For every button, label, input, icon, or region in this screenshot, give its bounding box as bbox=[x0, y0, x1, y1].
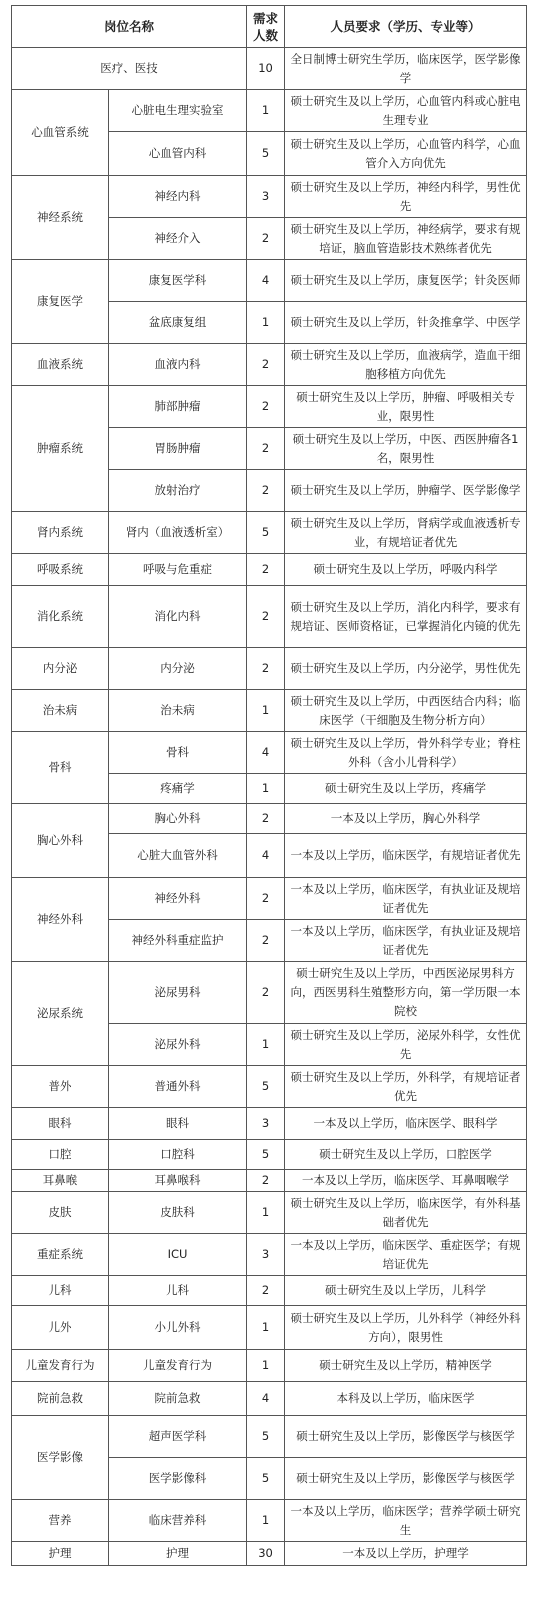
count-cell: 10 bbox=[247, 48, 285, 90]
count-cell: 2 bbox=[247, 428, 285, 470]
table-row bbox=[12, 554, 527, 586]
count-cell: 2 bbox=[247, 1276, 285, 1306]
requirement-cell: 一本及以上学历，临床医学，有执业证及规培证者优先 bbox=[285, 920, 527, 962]
requirement-cell: 硕士研究生及以上学历，中西医泌尿男科方向，西医男科生殖整形方向，第一学历限一本院校 bbox=[285, 962, 527, 1024]
count-cell: 2 bbox=[247, 470, 285, 512]
dept-cell: 血液内科 bbox=[109, 344, 247, 386]
dept-cell: 胃肠肿瘤 bbox=[109, 428, 247, 470]
requirement-cell: 硕士研究生及以上学历，泌尿外科学，女性优先 bbox=[285, 1024, 527, 1066]
group-cell: 营养 bbox=[12, 1500, 109, 1542]
table-header bbox=[12, 6, 527, 48]
dept-cell: 呼吸与危重症 bbox=[109, 554, 247, 586]
dept-cell: 疼痛学 bbox=[109, 774, 247, 804]
count-cell: 2 bbox=[247, 1170, 285, 1192]
table-row bbox=[12, 1416, 527, 1458]
requirement-cell: 硕士研究生及以上学历，骨外科学专业；脊柱外科（含小儿骨科学） bbox=[285, 732, 527, 774]
group-cell: 胸心外科 bbox=[12, 804, 109, 878]
table-row bbox=[12, 690, 527, 732]
group-cell: 肾内系统 bbox=[12, 512, 109, 554]
count-cell: 5 bbox=[247, 1458, 285, 1500]
count-cell: 1 bbox=[247, 1500, 285, 1542]
dept-cell: 内分泌 bbox=[109, 648, 247, 690]
count-cell: 2 bbox=[247, 962, 285, 1024]
requirement-cell: 硕士研究生及以上学历，内分泌学，男性优先 bbox=[285, 648, 527, 690]
dept-cell: ICU bbox=[109, 1234, 247, 1276]
group-cell: 呼吸系统 bbox=[12, 554, 109, 586]
count-cell: 1 bbox=[247, 1350, 285, 1382]
count-cell: 2 bbox=[247, 344, 285, 386]
count-cell: 1 bbox=[247, 774, 285, 804]
table-row bbox=[12, 1066, 527, 1108]
group-cell: 治未病 bbox=[12, 690, 109, 732]
requirement-cell: 硕士研究生及以上学历，神经内科学，男性优先 bbox=[285, 176, 527, 218]
table-row bbox=[12, 586, 527, 648]
table-row bbox=[12, 1306, 527, 1350]
table-row bbox=[12, 90, 527, 132]
table-row bbox=[12, 1234, 527, 1276]
table-row bbox=[12, 48, 527, 90]
group-cell: 医疗、医技 bbox=[12, 48, 247, 90]
header-requirements: 人员要求（学历、专业等） bbox=[285, 6, 527, 48]
table-row bbox=[12, 804, 527, 834]
dept-cell: 肾内（血液透析室） bbox=[109, 512, 247, 554]
requirement-cell: 硕士研究生及以上学历，儿外科学（神经外科方向），限男性 bbox=[285, 1306, 527, 1350]
dept-cell: 骨科 bbox=[109, 732, 247, 774]
requirement-cell: 硕士研究生及以上学历，影像医学与核医学 bbox=[285, 1416, 527, 1458]
table-row bbox=[12, 260, 527, 302]
requirement-cell: 本科及以上学历，临床医学 bbox=[285, 1382, 527, 1416]
count-cell: 2 bbox=[247, 386, 285, 428]
count-cell: 5 bbox=[247, 132, 285, 176]
group-cell: 血液系统 bbox=[12, 344, 109, 386]
count-cell: 1 bbox=[247, 1192, 285, 1234]
requirement-cell: 硕士研究生及以上学历，疼痛学 bbox=[285, 774, 527, 804]
table-row bbox=[12, 386, 527, 428]
requirement-cell: 一本及以上学历，临床医学；营养学硕士研究生 bbox=[285, 1500, 527, 1542]
dept-cell: 皮肤科 bbox=[109, 1192, 247, 1234]
group-cell: 儿童发育行为 bbox=[12, 1350, 109, 1382]
count-cell: 1 bbox=[247, 690, 285, 732]
count-cell: 3 bbox=[247, 176, 285, 218]
group-cell: 医学影像 bbox=[12, 1416, 109, 1500]
table-row bbox=[12, 1276, 527, 1306]
group-cell: 骨科 bbox=[12, 732, 109, 804]
dept-cell: 儿童发育行为 bbox=[109, 1350, 247, 1382]
requirement-cell: 硕士研究生及以上学历，儿科学 bbox=[285, 1276, 527, 1306]
table-row bbox=[12, 1108, 527, 1140]
requirement-cell: 一本及以上学历，临床医学、重症医学；有规培证优先 bbox=[285, 1234, 527, 1276]
table-row bbox=[12, 1542, 527, 1566]
table-row bbox=[12, 878, 527, 920]
dept-cell: 神经介入 bbox=[109, 218, 247, 260]
dept-cell: 临床营养科 bbox=[109, 1500, 247, 1542]
dept-cell: 心脏大血管外科 bbox=[109, 834, 247, 878]
requirement-cell: 硕士研究生及以上学历，肾病学或血液透析专业，有规培证者优先 bbox=[285, 512, 527, 554]
dept-cell: 治未病 bbox=[109, 690, 247, 732]
group-cell: 院前急救 bbox=[12, 1382, 109, 1416]
dept-cell: 超声医学科 bbox=[109, 1416, 247, 1458]
group-cell: 口腔 bbox=[12, 1140, 109, 1170]
requirement-cell: 硕士研究生及以上学历，临床医学，有外科基础者优先 bbox=[285, 1192, 527, 1234]
count-cell: 1 bbox=[247, 1024, 285, 1066]
dept-cell: 院前急救 bbox=[109, 1382, 247, 1416]
dept-cell: 神经内科 bbox=[109, 176, 247, 218]
table-row bbox=[12, 176, 527, 218]
group-cell: 耳鼻喉 bbox=[12, 1170, 109, 1192]
requirement-cell: 全日制博士研究生学历，临床医学，医学影像学 bbox=[285, 48, 527, 90]
dept-cell: 神经外科 bbox=[109, 878, 247, 920]
count-cell: 2 bbox=[247, 554, 285, 586]
dept-cell: 耳鼻喉科 bbox=[109, 1170, 247, 1192]
group-cell: 儿科 bbox=[12, 1276, 109, 1306]
dept-cell: 普通外科 bbox=[109, 1066, 247, 1108]
dept-cell: 小儿外科 bbox=[109, 1306, 247, 1350]
requirement-cell: 硕士研究生及以上学历，消化内科学，要求有规培证、医师资格证，已掌握消化内镜的优先 bbox=[285, 586, 527, 648]
requirement-cell: 硕士研究生及以上学历，肿瘤、呼吸相关专业，限男性 bbox=[285, 386, 527, 428]
dept-cell: 口腔科 bbox=[109, 1140, 247, 1170]
requirement-cell: 硕士研究生及以上学历，康复医学；针灸医师 bbox=[285, 260, 527, 302]
group-cell: 神经系统 bbox=[12, 176, 109, 260]
count-cell: 2 bbox=[247, 648, 285, 690]
requirement-cell: 硕士研究生及以上学历，影像医学与核医学 bbox=[285, 1458, 527, 1500]
group-cell: 泌尿系统 bbox=[12, 962, 109, 1066]
count-cell: 2 bbox=[247, 920, 285, 962]
requirement-cell: 硕士研究生及以上学历，血液病学，造血干细胞移植方向优先 bbox=[285, 344, 527, 386]
dept-cell: 心脏电生理实验室 bbox=[109, 90, 247, 132]
table-row bbox=[12, 1350, 527, 1382]
group-cell: 儿外 bbox=[12, 1306, 109, 1350]
count-cell: 2 bbox=[247, 878, 285, 920]
count-cell: 2 bbox=[247, 804, 285, 834]
requirement-cell: 一本及以上学历，临床医学，有规培证者优先 bbox=[285, 834, 527, 878]
recruitment-table bbox=[11, 5, 527, 1566]
dept-cell: 眼科 bbox=[109, 1108, 247, 1140]
count-cell: 4 bbox=[247, 1382, 285, 1416]
requirement-cell: 一本及以上学历，胸心外科学 bbox=[285, 804, 527, 834]
requirement-cell: 一本及以上学历，临床医学、眼科学 bbox=[285, 1108, 527, 1140]
requirement-cell: 硕士研究生及以上学历，呼吸内科学 bbox=[285, 554, 527, 586]
dept-cell: 肺部肿瘤 bbox=[109, 386, 247, 428]
requirement-cell: 硕士研究生及以上学历，肿瘤学、医学影像学 bbox=[285, 470, 527, 512]
count-cell: 4 bbox=[247, 732, 285, 774]
count-cell: 4 bbox=[247, 260, 285, 302]
table-row bbox=[12, 1382, 527, 1416]
dept-cell: 放射治疗 bbox=[109, 470, 247, 512]
count-cell: 5 bbox=[247, 1140, 285, 1170]
count-cell: 3 bbox=[247, 1108, 285, 1140]
requirement-cell: 硕士研究生及以上学历，针灸推拿学、中医学 bbox=[285, 302, 527, 344]
table-row bbox=[12, 344, 527, 386]
group-cell: 普外 bbox=[12, 1066, 109, 1108]
dept-cell: 胸心外科 bbox=[109, 804, 247, 834]
count-cell: 2 bbox=[247, 218, 285, 260]
requirement-cell: 硕士研究生及以上学历，心血管内科学，心血管介入方向优先 bbox=[285, 132, 527, 176]
group-cell: 皮肤 bbox=[12, 1192, 109, 1234]
count-cell: 5 bbox=[247, 512, 285, 554]
group-cell: 肿瘤系统 bbox=[12, 386, 109, 512]
group-cell: 重症系统 bbox=[12, 1234, 109, 1276]
table-row bbox=[12, 512, 527, 554]
requirement-cell: 硕士研究生及以上学历，神经病学，要求有规培证，脑血管造影技术熟练者优先 bbox=[285, 218, 527, 260]
dept-cell: 护理 bbox=[109, 1542, 247, 1566]
table-row bbox=[12, 732, 527, 774]
header-count: 需求人数 bbox=[247, 6, 285, 48]
group-cell: 消化系统 bbox=[12, 586, 109, 648]
count-cell: 4 bbox=[247, 834, 285, 878]
table-row bbox=[12, 648, 527, 690]
requirement-cell: 一本及以上学历，临床医学、耳鼻咽喉学 bbox=[285, 1170, 527, 1192]
requirement-cell: 硕士研究生及以上学历，中西医结合内科；临床医学（干细胞及生物分析方向） bbox=[285, 690, 527, 732]
count-cell: 2 bbox=[247, 586, 285, 648]
table-row bbox=[12, 1192, 527, 1234]
requirement-cell: 硕士研究生及以上学历，口腔医学 bbox=[285, 1140, 527, 1170]
header-position: 岗位名称 bbox=[12, 6, 247, 48]
group-cell: 心血管系统 bbox=[12, 90, 109, 176]
requirement-cell: 硕士研究生及以上学历，外科学，有规培证者优先 bbox=[285, 1066, 527, 1108]
table-row bbox=[12, 1170, 527, 1192]
table-row bbox=[12, 962, 527, 1024]
table-row bbox=[12, 1140, 527, 1170]
dept-cell: 医学影像科 bbox=[109, 1458, 247, 1500]
count-cell: 3 bbox=[247, 1234, 285, 1276]
requirement-cell: 硕士研究生及以上学历，中医、西医肿瘤各1名，限男性 bbox=[285, 428, 527, 470]
dept-cell: 泌尿男科 bbox=[109, 962, 247, 1024]
group-cell: 神经外科 bbox=[12, 878, 109, 962]
dept-cell: 泌尿外科 bbox=[109, 1024, 247, 1066]
requirement-cell: 一本及以上学历，临床医学，有执业证及规培证者优先 bbox=[285, 878, 527, 920]
dept-cell: 儿科 bbox=[109, 1276, 247, 1306]
requirement-cell: 硕士研究生及以上学历，心血管内科或心脏电生理专业 bbox=[285, 90, 527, 132]
count-cell: 1 bbox=[247, 302, 285, 344]
group-cell: 护理 bbox=[12, 1542, 109, 1566]
dept-cell: 心血管内科 bbox=[109, 132, 247, 176]
table-row bbox=[12, 1500, 527, 1542]
count-cell: 30 bbox=[247, 1542, 285, 1566]
count-cell: 1 bbox=[247, 1306, 285, 1350]
dept-cell: 消化内科 bbox=[109, 586, 247, 648]
count-cell: 5 bbox=[247, 1066, 285, 1108]
dept-cell: 神经外科重症监护 bbox=[109, 920, 247, 962]
requirement-cell: 一本及以上学历，护理学 bbox=[285, 1542, 527, 1566]
count-cell: 1 bbox=[247, 90, 285, 132]
dept-cell: 康复医学科 bbox=[109, 260, 247, 302]
count-cell: 5 bbox=[247, 1416, 285, 1458]
group-cell: 康复医学 bbox=[12, 260, 109, 344]
group-cell: 眼科 bbox=[12, 1108, 109, 1140]
dept-cell: 盆底康复组 bbox=[109, 302, 247, 344]
group-cell: 内分泌 bbox=[12, 648, 109, 690]
requirement-cell: 硕士研究生及以上学历，精神医学 bbox=[285, 1350, 527, 1382]
